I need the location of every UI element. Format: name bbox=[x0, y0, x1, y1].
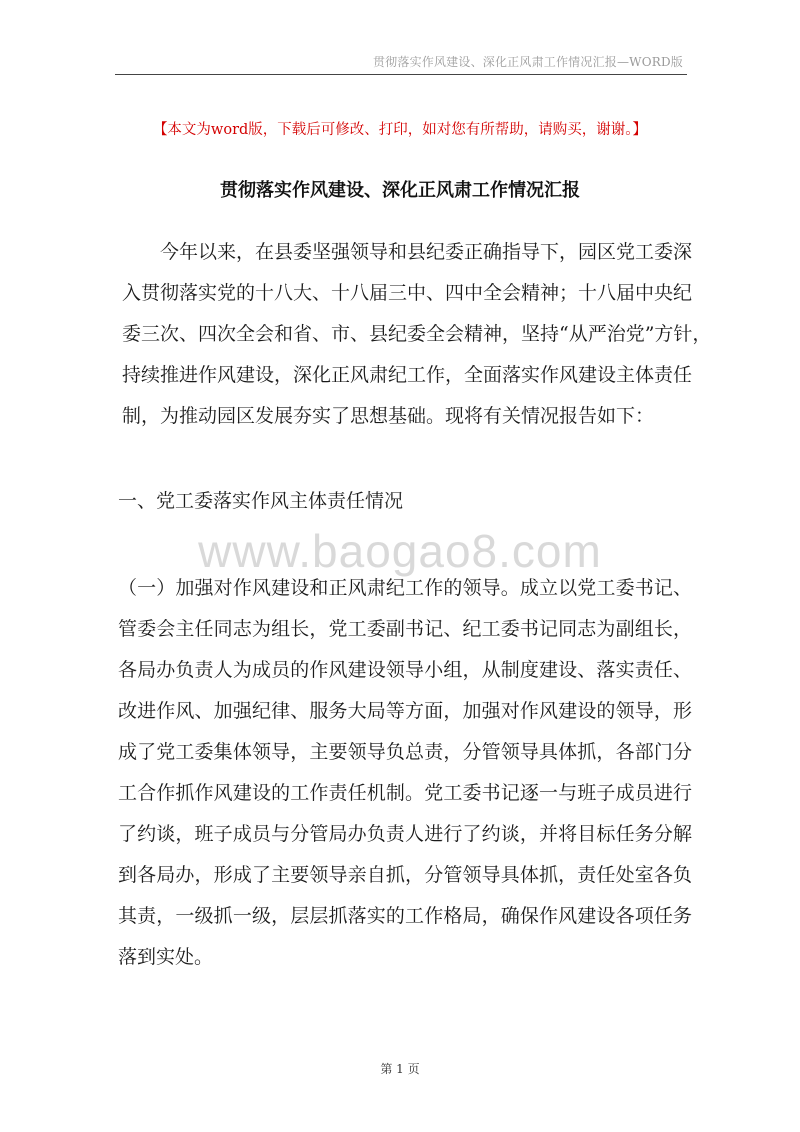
paragraph-line: 改进作风、加强纪律、服务大局等方面，加强对作风建设的领导，形 bbox=[118, 700, 692, 722]
site-watermark: www.baogao8.com bbox=[198, 525, 602, 577]
paragraph-line: 落到实处。 bbox=[118, 946, 214, 968]
paragraph-line: 其责，一级抓一级，层层抓落实的工作格局，确保作风建设各项任务 bbox=[118, 905, 692, 927]
document-title: 贯彻落实作风建设、深化正风肃工作情况汇报 bbox=[220, 180, 580, 201]
body-paragraph bbox=[118, 568, 692, 978]
paragraph-line: 到各局办，形成了主要领导亲自抓，分管领导具体抓，责任处室各负 bbox=[118, 864, 692, 886]
running-header: 贯彻落实作风建设、深化正风肃工作情况汇报—WORD版 bbox=[372, 55, 683, 69]
paragraph-line: （一）加强对作风建设和正风肃纪工作的领导。成立以党工委书记、 bbox=[118, 577, 692, 599]
paragraph-line: 工合作抓作风建设的工作责任机制。党工委书记逐一与班子成员进行 bbox=[118, 782, 692, 804]
paragraph-line: 各局办负责人为成员的作风建设领导小组，从制度建设、落实责任、 bbox=[118, 659, 692, 681]
header-divider bbox=[115, 74, 687, 75]
intro-paragraph bbox=[122, 232, 712, 437]
paragraph-line: 委三次、四次全会和省、市、县纪委全会精神，坚持“从严治党”方针， bbox=[122, 323, 712, 345]
paragraph-line: 持续推进作风建设，深化正风肃纪工作，全面落实作风建设主体责任 bbox=[122, 364, 693, 386]
paragraph-line: 了约谈，班子成员与分管局办负责人进行了约谈，并将目标任务分解 bbox=[118, 823, 692, 845]
paragraph-line: 制，为推动园区发展夯实了思想基础。现将有关情况报告如下： bbox=[122, 405, 655, 427]
paragraph-line: 管委会主任同志为组长，党工委副书记、纪工委书记同志为副组长， bbox=[118, 618, 692, 640]
paragraph-line: 今年以来，在县委坚强领导和县纪委正确指导下，园区党工委深 bbox=[160, 241, 693, 263]
paragraph-line: 入贯彻落实党的十八大、十八届三中、四中全会精神；十八届中央纪 bbox=[122, 282, 693, 304]
page-number: 第 1 页 bbox=[380, 1062, 420, 1076]
paragraph-line: 成了党工委集体领导，主要领导负总责，分管领导具体抓，各部门分 bbox=[118, 741, 692, 763]
section-heading: 一、党工委落实作风主体责任情况 bbox=[118, 490, 404, 512]
purchase-notice: 【本文为word版，下载后可修改、打印，如对您有所帮助，请购买，谢谢。】 bbox=[152, 122, 648, 138]
